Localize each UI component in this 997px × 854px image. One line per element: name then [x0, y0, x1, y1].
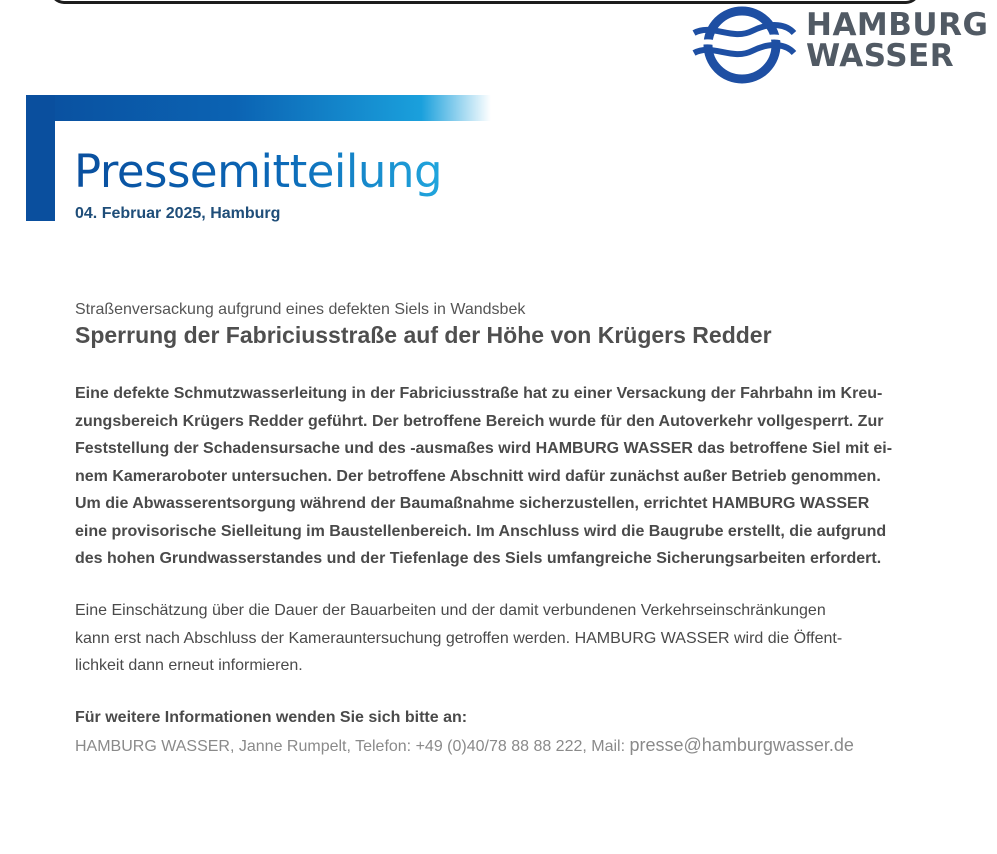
- page-title: Pressemitteilung: [74, 142, 442, 202]
- lead-line: eine provisorische Sielleitung im Baustellenbereich. Im Anschluss wird die Baugrube erstellt, die aufgrund: [75, 522, 887, 540]
- article-kicker: Straßenversackung aufgrund eines defekten Siels in Wandsbek: [75, 301, 526, 318]
- body-paragraph: [75, 597, 895, 680]
- body-line: kann erst nach Abschluss der Kamerauntersuchung getroffen werden. HAMBURG WASSER wird die Öffent-: [75, 629, 843, 647]
- contact-info: [75, 735, 854, 756]
- brand-name-line1: HAMBURG: [806, 7, 989, 43]
- contact-text: HAMBURG WASSER, Janne Rumpelt, Telefon: +49 (0)40/78 88 88 222, Mail:: [75, 738, 630, 755]
- lead-line: nem Kameraroboter untersuchen. Der betroffene Abschnitt wird dafür zunächst außer Betrieb genommen.: [75, 467, 881, 485]
- contact-email-link[interactable]: presse@hamburgwasser.de: [629, 735, 854, 755]
- header-gradient-band: [26, 95, 491, 121]
- brand-wordmark: [806, 7, 989, 74]
- lead-line: Feststellung der Schadensursache und des -ausmaßes wird HAMBURG WASSER das betroffene Siel mit ei-: [75, 440, 893, 457]
- article-headline: Sperrung der Fabriciusstraße auf der Höhe von Krügers Redder: [75, 322, 772, 348]
- contact-label: Für weitere Informationen wenden Sie sich bitte an:: [75, 709, 468, 726]
- brand-name-line2: WASSER: [806, 38, 955, 74]
- body-line: lichkeit dann erneut informieren.: [75, 657, 303, 674]
- lead-paragraph: [75, 380, 895, 573]
- lead-line: zungsbereich Krügers Redder geführt. Der betroffene Bereich wurde für den Autoverkehr vollgesperrt. Zur: [75, 412, 884, 430]
- header-band-left-bar: [26, 95, 55, 221]
- lead-line: Um die Abwasserentsorgung während der Baumaßnahme sicherzustellen, errichtet HAMBURG WASSER: [75, 495, 870, 512]
- lead-line: Eine defekte Schmutzwasserleitung in der Fabriciusstraße hat zu einer Versackung der Fahrbahn im Kreu-: [75, 385, 883, 402]
- lead-line: des hohen Grundwasserstandes und der Tiefenlage des Siels umfangreiche Sicherungsarbeiten erfordert.: [75, 550, 882, 567]
- date-location: 04. Februar 2025, Hamburg: [75, 205, 281, 222]
- body-line: Eine Einschätzung über die Dauer der Bauarbeiten und der damit verbundenen Verkehrseinschränkungen: [75, 602, 826, 619]
